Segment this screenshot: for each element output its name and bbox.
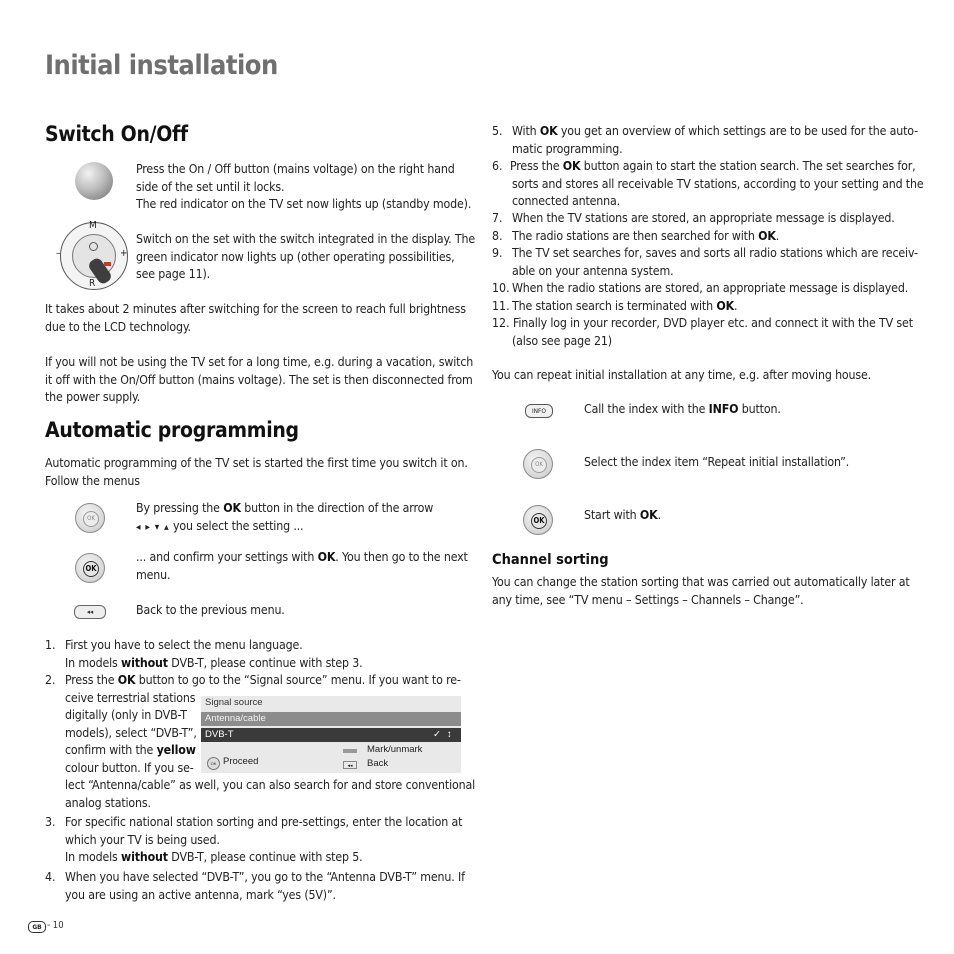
step-7-number: 7.	[492, 211, 503, 225]
step-5-l1c: you get an overview of which settings are to be used for the auto-	[557, 124, 918, 138]
auto-row1-l2	[136, 518, 303, 537]
step-5-l1a: With	[512, 124, 540, 138]
auto-row2-l2: menu.	[136, 567, 171, 582]
step-9-l1: The TV set searches for, saves and sorts all radio stations which are receiv-	[512, 246, 918, 260]
step-2-l7: lect “Antenna/cable” as well, you can also search for and store conventional	[65, 778, 476, 792]
step-1-l2a: In models	[65, 655, 122, 670]
menu-ok-icon	[207, 757, 220, 770]
auto-row2-a: ... and confirm your settings with	[136, 550, 318, 564]
step-2-l1c: button to go to the “Signal source” menu. If you want to re-	[135, 673, 461, 687]
auto-intro-l2: Follow the menus	[45, 473, 140, 488]
ok-navigation-label-2: OK	[531, 457, 547, 473]
step-3-l3c: DVB-T, please continue with step 5.	[167, 850, 363, 864]
step-1-l2	[65, 655, 363, 673]
step-2-l6: colour button. If you se-	[65, 760, 194, 775]
yellow-button-icon	[343, 749, 357, 753]
step-1-l2c: DVB-T, please continue with step 3.	[167, 655, 363, 670]
step-2-l5a: confirm with the	[65, 743, 157, 757]
step-7-l1: When the TV stations are stored, an appropriate message is displayed.	[512, 211, 895, 225]
step-2-l5b: yellow	[156, 743, 196, 757]
auto-heading: Automatic programming	[45, 418, 299, 442]
right-r2: Select the index item “Repeat initial installation”.	[584, 455, 850, 469]
step-4-number: 4.	[45, 870, 56, 884]
auto-row2-b: . You then go to the next	[335, 550, 468, 564]
page-number: - 10	[47, 920, 64, 931]
step-6-l1b: OK	[562, 159, 581, 173]
step-2-l1	[65, 672, 461, 690]
right-r3c: .	[657, 508, 661, 522]
ok-confirm-label-2: OK	[531, 513, 547, 529]
step-12-l2: (also see page 21)	[512, 333, 612, 348]
step-8-number: 8.	[492, 228, 503, 243]
step-2-l8: analog stations.	[65, 795, 151, 810]
updown-icon: ↕	[447, 729, 452, 740]
step-8-l1b: OK	[758, 228, 776, 243]
step-5-number: 5.	[492, 124, 503, 138]
dial-label-m: M	[89, 220, 97, 231]
step-2-l3: digitally (only in DVB-T	[65, 708, 187, 722]
step-2-l5	[65, 742, 196, 760]
switch-p1-l1: Press the On / Off button (mains voltage) on the right hand	[136, 162, 455, 176]
auto-intro-l1: Automatic programming of the TV set is started the first time you switch it on.	[45, 456, 468, 470]
ok-navigation-icon-2	[523, 449, 553, 479]
menu-back-glyph: ◂◂	[347, 763, 353, 769]
step-6-l2: sorts and stores all receivable TV stations, according to your setting and the	[512, 176, 924, 191]
step-8-l1a: The radio stations are then searched for with	[512, 228, 759, 243]
signal-source-menu	[201, 696, 461, 773]
auto-row1-ok: OK	[223, 501, 241, 515]
right-r1b: INFO	[708, 402, 739, 416]
step-10-l1: When the radio stations are stored, an appropriate message is displayed.	[512, 281, 909, 295]
power-button-icon	[75, 162, 113, 200]
step-6-l1a: Press the	[510, 159, 563, 173]
step-9-number: 9.	[492, 246, 503, 260]
step-4-l2: you are using an active antenna, mark “yes (5V)”.	[65, 887, 336, 902]
ok-navigation-label: OK	[83, 511, 99, 527]
menu-title: Signal source	[205, 697, 263, 708]
step-1-number: 1.	[45, 638, 56, 652]
step-2-l1a: Press the	[65, 673, 118, 687]
page-title: Initial installation	[45, 50, 278, 81]
step-3-l3a: In models	[65, 850, 122, 864]
auto-row1-l1	[136, 500, 433, 518]
switch-p1-l2: side of the set until it locks.	[136, 179, 285, 194]
step-6-l1	[510, 158, 915, 176]
step-3-l3b: without	[121, 850, 168, 864]
switch-p3-l1: It takes about 2 minutes after switching for the screen to reach full brightness	[45, 302, 466, 316]
step-1-l2b: without	[121, 655, 168, 670]
right-r3	[584, 507, 661, 525]
ok-confirm-label: OK	[83, 561, 99, 577]
step-2-l4: models), select “DVB-T”,	[65, 725, 197, 740]
right-r1	[584, 401, 781, 419]
switch-p4-l2: it off with the On/Off button (mains voltage). The set is then disconnected from	[45, 372, 473, 387]
step-8-l1	[512, 228, 779, 246]
step-5-l1b: OK	[539, 124, 558, 138]
switch-heading: Switch On/Off	[45, 122, 188, 146]
dial-label-r: R	[89, 278, 96, 289]
step-8-l1c: .	[775, 228, 780, 243]
language-badge: GB	[28, 921, 46, 933]
step-3-l1: For specific national station sorting and pre-settings, enter the location at	[65, 815, 463, 829]
switch-p4-l3: the power supply.	[45, 390, 141, 404]
step-6-l3: connected antenna.	[512, 194, 621, 208]
step-3-l2: which your TV is being used.	[65, 832, 220, 847]
info-button-label: INFO	[531, 407, 547, 415]
step-11-l1b: OK	[716, 298, 735, 313]
menu-mark: Mark/unmark	[367, 744, 423, 755]
auto-row1-b: button in the direction of the arrow	[240, 501, 434, 515]
switch-p2-l2: green indicator now lights up (other operating possibilities,	[136, 249, 455, 264]
ok-confirm-icon	[75, 553, 105, 583]
display-switch-dial-icon	[56, 222, 132, 290]
step-6-l1c: button again to start the station search. The set searches for,	[580, 159, 916, 173]
step-12-l1: Finally log in your recorder, DVD player etc. and connect it with the TV set	[513, 316, 913, 330]
auto-row3: Back to the previous menu.	[136, 603, 285, 617]
menu-row-antenna[interactable]: Antenna/cable	[201, 712, 461, 726]
menu-row-dvbt[interactable]	[201, 728, 461, 742]
auto-row1-c: you select the setting ...	[169, 518, 304, 533]
ok-navigation-icon	[75, 503, 105, 533]
auto-row1-a: By pressing the	[136, 501, 224, 515]
menu-ok-label: OK	[210, 761, 217, 766]
step-4-l1: When you have selected “DVB-T”, you go to the “Antenna DVB-T” menu. If	[65, 870, 465, 884]
menu-proceed: Proceed	[223, 756, 259, 767]
auto-row2-l1	[136, 549, 468, 567]
right-r3a: Start with	[584, 508, 640, 522]
dial-label-minus: –	[56, 248, 61, 259]
channel-sorting-heading: Channel sorting	[492, 552, 609, 568]
switch-p2-l3: see page 11).	[136, 267, 210, 281]
auto-row2-ok: OK	[317, 550, 336, 564]
step-9-l2: able on your antenna system.	[512, 263, 674, 278]
arrow-keys-icon: ◂ ▸ ▾ ▴	[136, 521, 170, 533]
check-icon: ✓	[433, 729, 441, 740]
step-1-l1: First you have to select the menu language.	[65, 638, 303, 652]
step-11-number: 11.	[492, 298, 510, 313]
info-button-icon	[525, 404, 553, 418]
right-r1c: button.	[738, 402, 781, 416]
step-2-l2: ceive terrestrial stations	[65, 690, 196, 705]
step-6-number: 6.	[492, 159, 503, 173]
step-3-l3	[65, 849, 363, 867]
dial-label-plus: +	[120, 248, 128, 259]
channel-sorting-l1: You can change the station sorting that was carried out automatically later at	[492, 575, 910, 589]
right-r1a: Call the index with the	[584, 402, 709, 416]
right-r3b: OK	[639, 508, 658, 522]
step-10-number: 10.	[492, 281, 510, 295]
step-3-number: 3.	[45, 815, 56, 829]
step-2-number: 2.	[45, 673, 56, 687]
switch-p3-l2: due to the LCD technology.	[45, 319, 191, 334]
menu-back: Back	[367, 758, 389, 769]
step-11-l1	[512, 298, 737, 316]
channel-sorting-l2: any time, see “TV menu – Settings – Channels – Change”.	[492, 592, 804, 607]
step-5-l2: matic programming.	[512, 141, 623, 156]
repeat-text: You can repeat initial installation at any time, e.g. after moving house.	[492, 368, 872, 382]
step-11-l1c: .	[734, 298, 738, 313]
step-12-number: 12.	[492, 316, 510, 330]
switch-p2-l1: Switch on the set with the switch integrated in the display. The	[136, 232, 476, 246]
ok-confirm-icon-2	[523, 505, 553, 535]
step-2-l1b: OK	[117, 673, 136, 687]
menu-back-icon	[343, 761, 357, 769]
back-button-glyph: ◂◂	[86, 608, 94, 616]
step-5-l1	[512, 123, 918, 141]
switch-p4-l1: If you will not be using the TV set for a long time, e.g. during a vacation, switch	[45, 355, 474, 369]
step-11-l1a: The station search is terminated with	[512, 298, 717, 313]
switch-p1-l3: The red indicator on the TV set now lights up (standby mode).	[136, 197, 472, 211]
back-button-icon	[74, 605, 106, 619]
menu-row-dvbt-label: DVB-T	[205, 729, 234, 740]
